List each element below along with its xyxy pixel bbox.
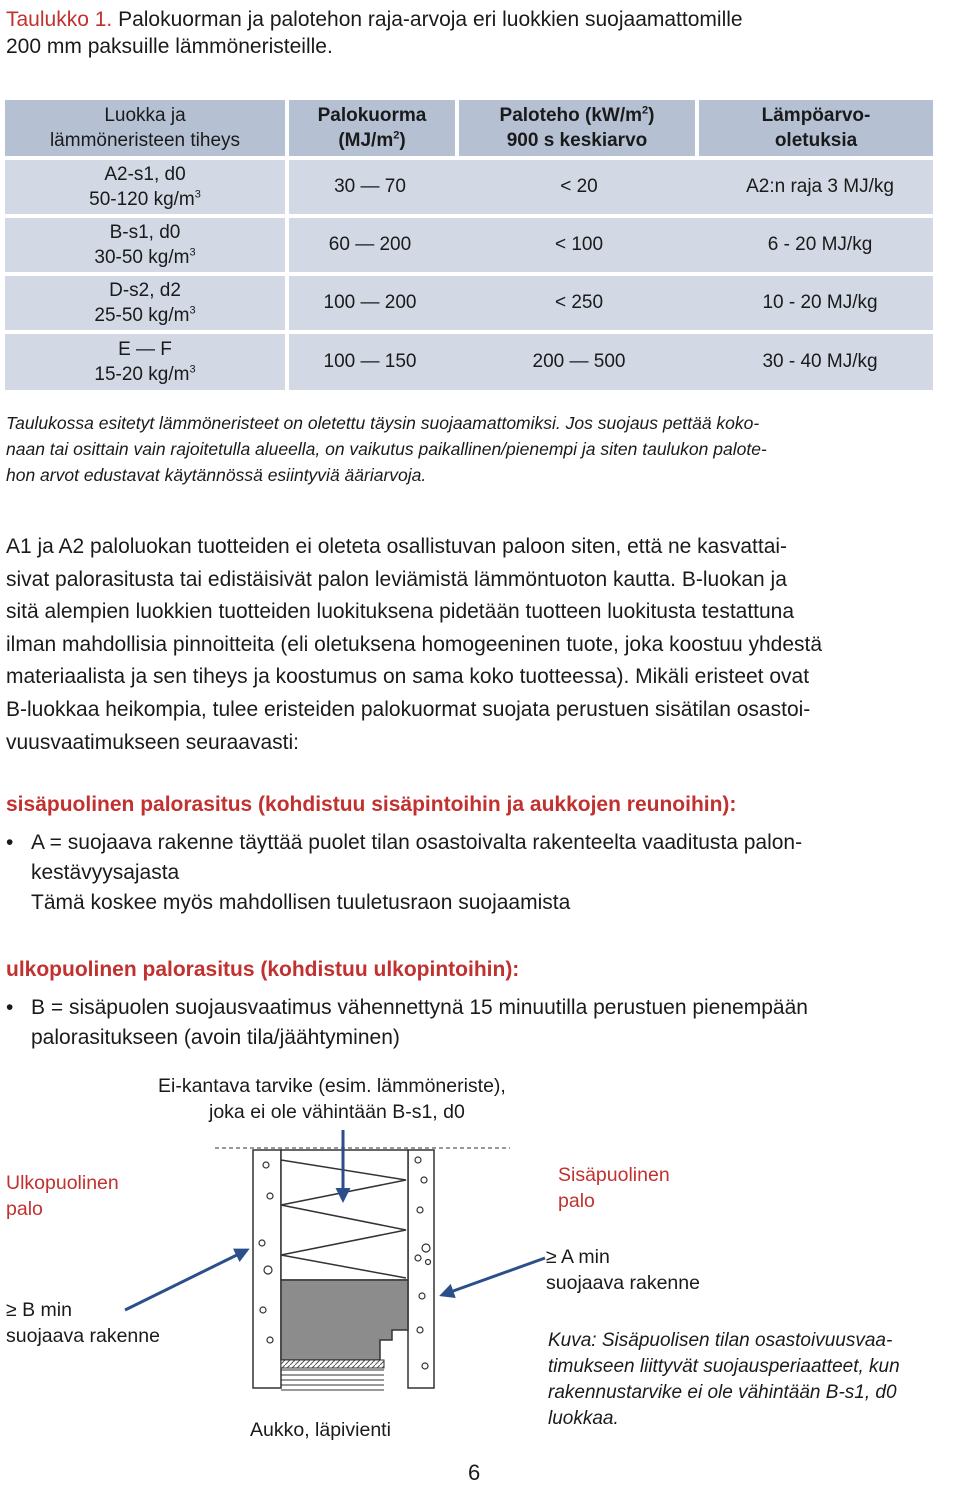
row1-fire-load: 30 — 70 <box>334 176 406 197</box>
kuva-line4: luokkaa. <box>548 1408 619 1429</box>
note-line1: Taulukossa esitetyt lämmöneristeet on oletettu täysin suojaamattomiksi. Jos suojaus pettää koko- <box>6 413 760 433</box>
header-heat-release <box>459 100 695 156</box>
section1-line3: Tämä koskee myös mahdollisen tuuletusraon suojaamista <box>31 891 571 914</box>
table-note <box>6 410 954 488</box>
header-assumption-line2: oletuksia <box>774 130 858 151</box>
table-row <box>289 218 933 272</box>
outside-line1: Ulkopuolinen <box>6 1172 119 1194</box>
section1-line1: A = suojaava rakenne täyttää puolet tilan osastoivalta rakenteelta vaaditusta palon- <box>31 831 803 854</box>
header-class <box>5 100 285 156</box>
row2-density-sup: 3 <box>189 246 196 259</box>
row3-heat-release: < 250 <box>554 292 604 313</box>
inside-line2: palo <box>558 1190 595 1212</box>
arrow-b-min <box>125 1250 247 1310</box>
header-fire-load-line1: Palokuorma <box>317 105 427 126</box>
header-fire-load <box>289 100 455 156</box>
section2-line2: palorasitukseen (avoin tila/jäähtyminen) <box>31 1026 400 1049</box>
row1-heat-release: < 20 <box>560 176 598 197</box>
a-min-line2: suojaava rakenne <box>546 1272 700 1294</box>
kuva-line1: Kuva: Sisäpuolisen tilan osastoivuusvaa- <box>548 1330 893 1351</box>
note-line3: hon arvot edustavat käytännössä esiintyviä ääriarvoja. <box>6 465 427 485</box>
header-fire-load-line2 <box>338 128 405 153</box>
body-line: sivat palorasitusta tai edistäisivät palon leviämistä lämmöntuoton kautta. B-luokan ja <box>6 567 787 591</box>
section2-bullet <box>6 993 954 1053</box>
header-heat-release-line2: 900 s keskiarvo <box>506 130 648 151</box>
kuva-line3: rakennustarvike ei ole vähintään B-s1, d0 <box>548 1382 897 1403</box>
header-class-line1: Luokka ja <box>104 105 186 126</box>
b-min-line2: suojaava rakenne <box>6 1325 160 1347</box>
kuva-line2: timukseen liittyvät suojausperiaatteet, kun <box>548 1356 900 1377</box>
body-line: materiaalista ja sen tiheys ja koostumus on sama koko tuotteessa). Mikäli eristeet ovat <box>6 665 810 689</box>
row4-density <box>94 362 195 387</box>
row4-fire-load: 100 — 150 <box>323 351 417 372</box>
inside-line1: Sisäpuolinen <box>558 1164 670 1186</box>
row3-density <box>94 303 195 328</box>
caption-text-line2: 200 mm paksuille lämmöneristeille. <box>6 35 333 58</box>
outer-cladding <box>253 1150 281 1388</box>
row1-assumption: A2:n raja 3 MJ/kg <box>746 176 894 197</box>
note-line2: naan tai osittain vain rajoitetulla alueella, on vaikutus paikallinen/pienempi ja siten taulukon palote- <box>6 439 767 459</box>
table-caption <box>6 6 946 60</box>
row2-class-name: B-s1, d0 <box>109 222 181 243</box>
section1-line2: kestävyysajasta <box>31 861 180 884</box>
row2-assumption: 6 - 20 MJ/kg <box>767 234 873 255</box>
row2-heat-release: < 100 <box>554 234 604 255</box>
section2-line1: B = sisäpuolen suojausvaatimus vähennettynä 15 minuutilla perustuen pienempään <box>31 996 808 1019</box>
row2-fire-load: 60 — 200 <box>328 234 412 255</box>
table-row <box>289 276 933 330</box>
header-assumption-line1: Lämpöarvo- <box>761 105 871 126</box>
outside-line2: palo <box>6 1198 43 1220</box>
row4-density-sup: 3 <box>189 363 196 376</box>
table-row <box>289 334 933 390</box>
table-row <box>289 160 933 214</box>
body-paragraph <box>6 531 958 759</box>
row4-density-value: 15-20 kg/m <box>94 364 190 385</box>
row1-density-value: 50-120 kg/m <box>89 189 195 210</box>
row4-assumption: 30 - 40 MJ/kg <box>762 351 878 372</box>
caption-number: Taulukko 1. <box>6 8 113 31</box>
wall-section-diagram <box>0 1090 960 1420</box>
body-line: ilman mahdollisia pinnoitteita (eli oletuksena homogeeninen tuote, joka koostuu yhdestä <box>6 632 823 656</box>
opening-label: Aukko, läpivienti <box>250 1419 391 1441</box>
row1-density <box>89 187 201 212</box>
row4-heat-release: 200 — 500 <box>532 351 626 372</box>
row3-density-sup: 3 <box>189 304 196 317</box>
section1-bullet <box>6 828 954 918</box>
row4-class-name: E — F <box>118 339 172 360</box>
header-heat-release-line1 <box>500 103 655 128</box>
row3-density-value: 25-50 kg/m <box>94 305 190 326</box>
arrow-a-min <box>442 1258 545 1295</box>
header-assumption <box>699 100 933 156</box>
row3-fire-load: 100 — 200 <box>323 292 417 313</box>
section2-heading: ulkopuolinen palorasitus (kohdistuu ulkopintoihin): <box>6 958 520 981</box>
data-table <box>5 100 933 390</box>
top-label-line2: joka ei ole vähintään B-s1, d0 <box>209 1101 465 1123</box>
header-fire-load-unit: (MJ/m <box>338 130 394 151</box>
header-heat-release-tail: ) <box>648 105 655 126</box>
row2-class <box>5 218 285 272</box>
header-heat-release-label: Paloteho (kW/m <box>499 105 643 126</box>
header-fire-load-sup: 2 <box>393 129 400 142</box>
row2-density <box>94 245 195 270</box>
row4-class <box>5 334 285 390</box>
row1-density-sup: 3 <box>194 188 201 201</box>
row2-density-value: 30-50 kg/m <box>94 247 190 268</box>
row3-assumption: 10 - 20 MJ/kg <box>762 292 878 313</box>
body-line: sitä alempien luokkien tuotteiden luokituksena pidetään tuotteen luokitusta testattuna <box>6 600 795 624</box>
protective-layer <box>281 1280 408 1360</box>
row1-class-name: A2-s1, d0 <box>104 164 186 185</box>
body-line: B-luokkaa heikompia, tulee eristeiden palokuormat suojata perustuen sisätilan osastoi- <box>6 697 811 721</box>
caption-text-line1: Palokuorman ja palotehon raja-arvoja eri luokkien suojaamattomille <box>112 8 743 31</box>
body-line: vuusvaatimukseen seuraavasti: <box>6 730 299 754</box>
a-min-line1: ≥ A min <box>546 1246 610 1268</box>
header-fire-load-tail: ) <box>399 130 406 151</box>
bullet-dot: • <box>6 996 14 1019</box>
sill-hatch <box>281 1360 384 1368</box>
section1-heading: sisäpuolinen palorasitus (kohdistuu sisäpintoihin ja aukkojen reunoihin): <box>6 793 737 816</box>
header-heat-release-sup: 2 <box>642 104 649 117</box>
row3-class <box>5 276 285 330</box>
body-line: A1 ja A2 paloluokan tuotteiden ei oleteta osallistuvan paloon siten, että ne kasvattai- <box>6 535 788 558</box>
inner-board <box>408 1150 434 1388</box>
row3-class-name: D-s2, d2 <box>109 280 181 301</box>
page-number: 6 <box>468 1460 481 1485</box>
top-label-line1: Ei-kantava tarvike (esim. lämmöneriste), <box>158 1075 506 1097</box>
row1-class <box>5 160 285 214</box>
b-min-line1: ≥ B min <box>6 1299 72 1321</box>
bullet-dot: • <box>6 831 14 854</box>
header-class-line2: lämmöneristeen tiheys <box>49 130 241 151</box>
